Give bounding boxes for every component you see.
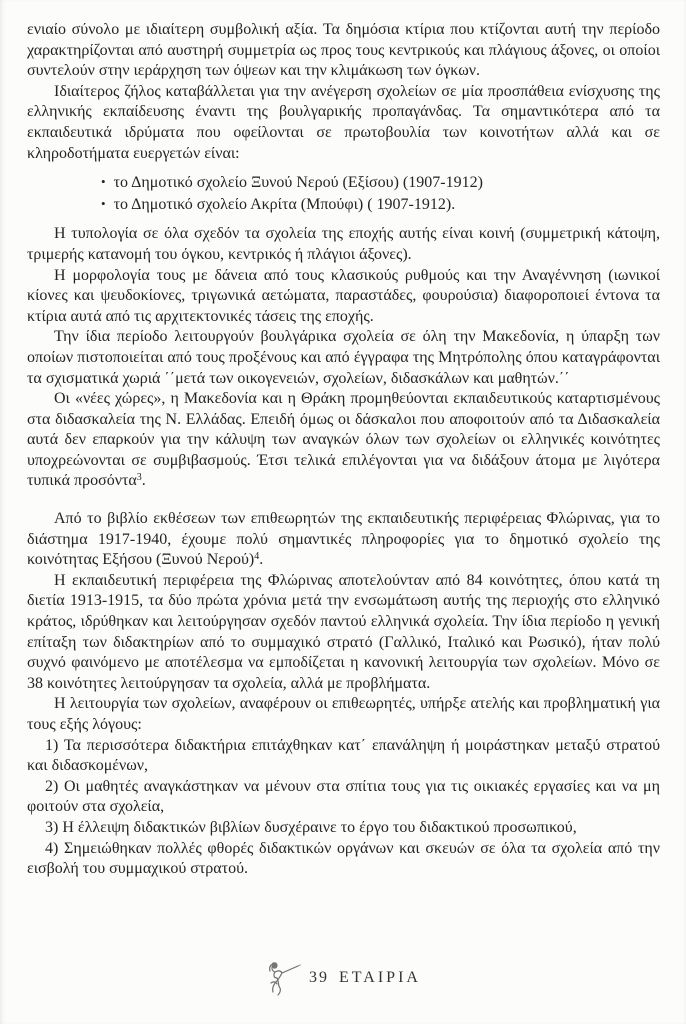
bullet-icon: • xyxy=(101,195,106,211)
list-item-text: το Δημοτικό σχολείο Ακρίτα (Μπούφι) ( 1907-1912). xyxy=(113,195,456,213)
list-item xyxy=(101,194,660,216)
numbered-item xyxy=(27,736,660,777)
paragraph xyxy=(27,389,660,492)
paragraph-text-after: . xyxy=(259,551,264,569)
numbered-item xyxy=(27,818,660,839)
paragraph-text: Η τυπολογία σε όλα σχεδόν τα σχολεία της εποχής αυτής είναι κοινή (συμμετρική κάτοψη, τριμερής κατανομή του όγκου, κεντρικός ή πλάγιοι άξονες). xyxy=(27,225,660,263)
paragraph-text: Την ίδια περίοδο λειτουργούν βουλγάρικα σχολεία σε όλη την Μακεδονία, η ύπαρξη των οποίων πιστοποιείται από τους προξένους και από έγγραφα της Μητρόπολης όπου καταγράφονται τα σχισματικά χωριά ΄΄μετά των οικογενειών, σχολείων, διδασκάλων και μαθητών.΄΄ xyxy=(27,328,660,387)
paragraph xyxy=(27,82,660,164)
text-column xyxy=(27,20,660,880)
numbered-item-text: 1) Τα περισσότερα διδακτήρια επιτάχθηκαν κατ΄ επανάληψη ή μοιράστηκαν μεταξύ στρατού και διδασκομένων, xyxy=(27,736,660,775)
publisher-emblem-icon xyxy=(265,958,303,998)
journal-title: ΕΤΑΙΡΙΑ xyxy=(339,969,421,986)
school-bullet-list xyxy=(27,172,660,215)
bullet-icon: • xyxy=(101,174,106,190)
paragraph xyxy=(27,266,660,328)
paragraph-text: Η μορφολογία τους με δάνεια από τους κλασικούς ρυθμούς και την Αναγέννηση (ιωνικοί κίονες και ψευδοκίονες, τριγωνικά αετώματα, παραστάδες, φουρούσια) διαφοροποιεί έντονα τα κτίρια αυτά από τις αρχιτεκτονικές τάσεις της εποχής. xyxy=(27,266,660,325)
numbered-item-text: 4) Σημειώθηκαν πολλές φθορές διδακτικών οργάνων και σκευών σε όλα τα σχολεία από την εισβολή του συμμαχικού στρατού. xyxy=(27,839,660,878)
paragraph xyxy=(27,571,660,695)
paragraph xyxy=(27,20,660,82)
reasons-numbered-list xyxy=(27,736,660,880)
paragraph-text: Η λειτουργία των σχολείων, αναφέρουν οι επιθεωρητές, υπήρξε ατελής και προβληματική για τους εξής λόγους: xyxy=(27,695,660,733)
numbered-item-text: 2) Οι μαθητές αναγκάστηκαν να μένουν στα σπίτια τους για τις οικιακές εργασίες και να μη φοιτούν στα σχολεία, xyxy=(27,777,660,816)
page-number: 39 xyxy=(309,969,330,986)
footnote-marker: 3 xyxy=(136,472,142,484)
paragraph-text-after: . xyxy=(141,472,146,490)
list-item xyxy=(101,172,660,194)
paragraph-text: Η εκπαιδευτική περιφέρεια της Φλώρινας αποτελούνταν από 84 κοινότητες, όπου κατά τη διετία 1913-1915, τα δύο πρώτα χρόνια μετά την ενσωμάτωση αυτής της περιοχής στο ελληνικό κράτος, ιδρύθηκαν και λειτούργησαν σχεδόν παντού ελληνικά σχολεία. Την ίδια περίοδο η γενική επίταξη των διδακτηρίων από το συμμαχικό στρατό (Γαλλικό, Ιταλικό και Ρωσικό), ήταν πολύ συχνό φαινόμενο με αποτέλεσμα να εμποδίζεται η κανονική λειτουργία των σχολείων. Μόνο σε 38 κοινότητες λειτούργησαν τα σχολεία, αλλά με προβλήματα. xyxy=(27,571,660,692)
paragraph-text: Οι «νέες χώρες», η Μακεδονία και η Θράκη προμηθεύονται εκπαιδευτικούς καταρτισμένους στα διδασκαλεία της Ν. Ελλάδας. Επειδή όμως οι δάσκαλοι που αποφοιτούν από τα Διδασκαλεία αυτά δεν επαρκούν για την κάλυψη των αναγκών όλων των σχολείων οι ελληνικές κοινότητες υποχρεώνονται σε συμβιβασμούς. Έτσι τελικά επιλέγονται για να διδάξουν άτομα με λιγότερα τυπικά προσόντα xyxy=(27,390,660,490)
paragraph xyxy=(27,224,660,265)
paragraph xyxy=(27,509,660,571)
numbered-item xyxy=(27,839,660,880)
paragraph-text: Από το βιβλίο εκθέσεων των επιθεωρητών της εκπαιδευτικής περιφέρειας Φλώρινας, για το διάστημα 1917-1940, έχουμε πολύ σημαντικές πληροφορίες για το δημοτικό σχολείο της κοινότητας Εξήσου (Ξυνού Νερού) xyxy=(27,510,660,569)
page-footer xyxy=(0,956,686,1000)
paragraph-text: Ιδιαίτερος ζήλος καταβάλλεται για την ανέγερση σχολείων σε μία προσπάθεια ενίσχυσης της ελληνικής εκπαίδευσης έναντι της βουλγαρικής προπαγάνδας. Τα σημαντικότερα από τα εκπαιδευτικά ιδρύματα που οφείλονται σε πρωτοβουλία των κοινοτήτων αλλά και σε κληροδοτήματα ευεργετών είναι: xyxy=(27,82,660,162)
paragraph xyxy=(27,327,660,389)
list-item-text: το Δημοτικό σχολείο Ξυνού Νερού (Εξίσου) (1907-1912) xyxy=(113,174,483,192)
paragraph xyxy=(27,694,660,735)
footnote-marker: 4 xyxy=(254,551,260,563)
numbered-item xyxy=(27,777,660,818)
paragraph-text: ενιαίο σύνολο με ιδιαίτερη συμβολική αξία. Τα δημόσια κτίρια που κτίζονται αυτή την περίοδο χαρακτηρίζονται από αυστηρή συμμετρία ως προς τους κεντρικούς και πλάγιους άξονες, οι οποίοι συντελούν στην ιεράρχηση των όψεων και την κλιμάκωση των όγκων. xyxy=(27,21,660,80)
numbered-item-text: 3) Η έλλειψη διδακτικών βιβλίων δυσχέραινε το έργο του διδακτικού προσωπικού, xyxy=(45,818,577,836)
